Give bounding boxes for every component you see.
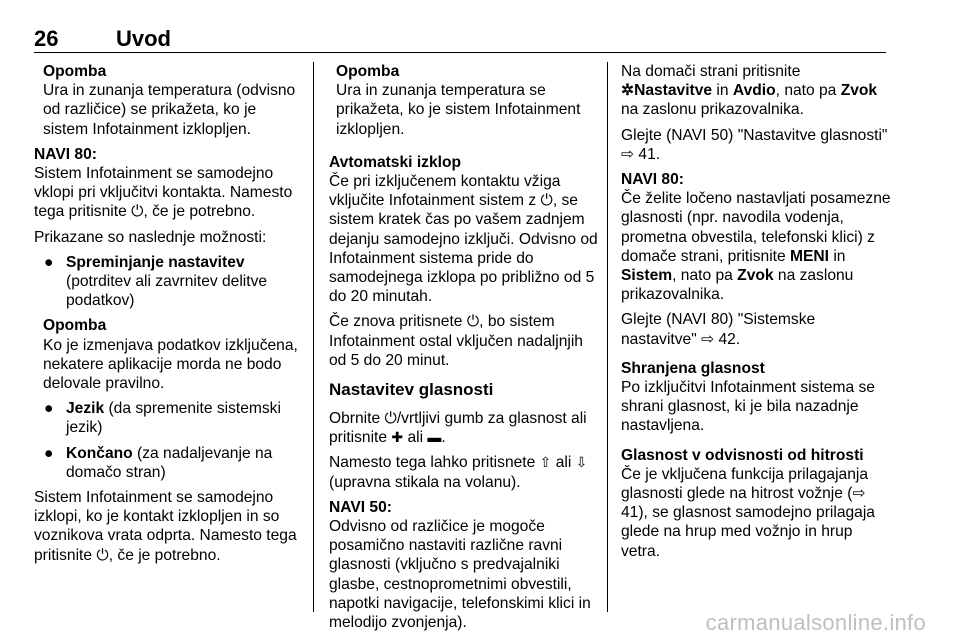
page-ref-icon: ⇨ <box>621 145 635 163</box>
options-list <box>34 253 300 311</box>
paragraph: Če pri izključenem kontaktu vžiga vključite Infotainment sistem z ⏻, se sistem kratek čas po vašem zadnjem dejanju samodejno izključi. Odvisno od Infotainment sistema pride do samodejnega izklopa po približno od 5 do 20 minutah. <box>329 173 598 306</box>
section-title: Nastavitev glasnosti <box>329 380 494 400</box>
paragraph: Če znova pritisnete ⏻, bo sistem Infotainment ostal vključen nadaljnjih od 5 do 20 minut. <box>329 313 583 369</box>
bullet-icon: ● <box>44 253 54 271</box>
paragraph: Sistem Infotainment se samodejno vklopi pri vključitvi kontakta. Namesto tega pritisnite ⏻, če je potrebno. <box>34 165 293 221</box>
list-item: ● Spreminjanje nastavitev (potrditev ali zavrnitev delitve podatkov) <box>44 253 268 310</box>
note-text: Ko je izmenjava podatkov izključena, nekatere aplikacije morda ne bodo delovale pravilno. <box>43 336 298 393</box>
chapter-title: Uvod <box>116 26 171 51</box>
power-icon: ⏻ <box>96 546 109 564</box>
section-subtitle: Glasnost v odvisnosti od hitrosti <box>621 446 864 464</box>
volume-down-icon: ⇩ <box>575 454 588 471</box>
paragraph: Če želite ločeno nastavljati posamezne glasnosti (npr. navodila vodenja, prometna obvestila, telefonski klici) z domače strani, pritisnite MENI in Sistem, nato pa Zvok na zaslonu prikazovalnika. <box>621 190 891 304</box>
column-divider <box>313 62 314 612</box>
navi80-label: NAVI 80: <box>34 145 97 163</box>
page-number: 26 <box>34 26 59 51</box>
options-list <box>34 399 300 482</box>
section-subtitle: Shranjena glasnost <box>621 359 765 377</box>
column-3 <box>621 62 893 567</box>
column-divider <box>607 62 608 612</box>
paragraph: Glejte (NAVI 50) "Nastavitve glasnosti" ⇨ 41. <box>621 126 888 163</box>
list-item: ● Končano (za nadaljevanje na domačo stran) <box>44 444 273 481</box>
navi50-label: NAVI 50: <box>329 498 392 516</box>
note-title: Opomba <box>43 317 107 335</box>
column-1 <box>34 62 300 571</box>
list-item: ● Jezik (da spremenite sistemski jezik) <box>44 400 281 437</box>
paragraph: Glejte (NAVI 80) "Sistemske nastavitve" ⇨ 42. <box>621 311 816 348</box>
navi80-label: NAVI 80: <box>621 171 684 189</box>
note-text: Ura in zunanja temperatura se prikažeta, ko je sistem Infotainment izklopljen. <box>336 82 581 138</box>
settings-icon: ✲ <box>621 82 635 100</box>
note-title: Opomba <box>336 63 400 80</box>
minus-icon: ▬ <box>427 429 442 446</box>
bullet-icon: ● <box>44 400 54 418</box>
power-icon: ⏻ <box>540 192 553 210</box>
note-block <box>34 316 300 393</box>
paragraph: Na domači strani pritisnite ✲Nastavitve in Avdio, nato pa Zvok na zaslonu prikazovalnika. <box>621 63 878 119</box>
paragraph: Sistem Infotainment se samodejno izklopi, ko je kontakt izklopljen in so voznikova vrata odprta. Namesto tega pritisnite ⏻, če je potrebno. <box>34 489 297 564</box>
paragraph: Odvisno od različice je mogoče posamično nastaviti različne ravni glasnosti (vključno s predvajalniki glasbe, cestnoprometnimi obvestili, napotki navigacije, telefonskimi klici in melodijo zvonjenja). <box>329 518 591 632</box>
bullet-icon: ● <box>44 444 54 462</box>
note-title: Opomba <box>43 63 107 80</box>
page-ref-icon: ⇨ <box>852 485 866 503</box>
power-icon: ⏻ <box>466 313 480 331</box>
power-icon: ⏻ <box>384 410 397 428</box>
plus-icon: ✚ <box>391 429 404 446</box>
column-2 <box>329 62 599 638</box>
watermark: carmanualsonline.info <box>705 610 926 635</box>
paragraph: Obrnite ⏻/vrtljivi gumb za glasnost ali pritisnite ✚ ali ▬. <box>329 410 587 447</box>
page-header <box>34 22 886 53</box>
paragraph: Po izključitvi Infotainment sistema se shrani glasnost, ki je bila nazadnje nastavljena. <box>621 379 875 435</box>
section-subtitle: Avtomatski izklop <box>329 153 461 171</box>
paragraph: Če je vključena funkcija prilagajanja glasnosti glede na hitrost vožnje (⇨ 41), se glasnost samodejno prilagaja glede na hrup med vožnjo in hrup vetra. <box>621 465 875 560</box>
paragraph: Prikazane so naslednje možnosti: <box>34 228 267 246</box>
power-icon: ⏻ <box>131 203 144 221</box>
note-block <box>34 62 300 139</box>
note-block <box>329 62 599 139</box>
paragraph: Namesto tega lahko pritisnete ⇧ ali ⇩ (upravna stikala na volanu). <box>329 454 588 491</box>
page-ref-icon: ⇨ <box>701 330 715 348</box>
volume-up-icon: ⇧ <box>539 454 552 471</box>
note-text: Ura in zunanja temperatura (odvisno od različice) se prikažeta, ko je sistem Infotainment izklopljen. <box>43 82 296 138</box>
